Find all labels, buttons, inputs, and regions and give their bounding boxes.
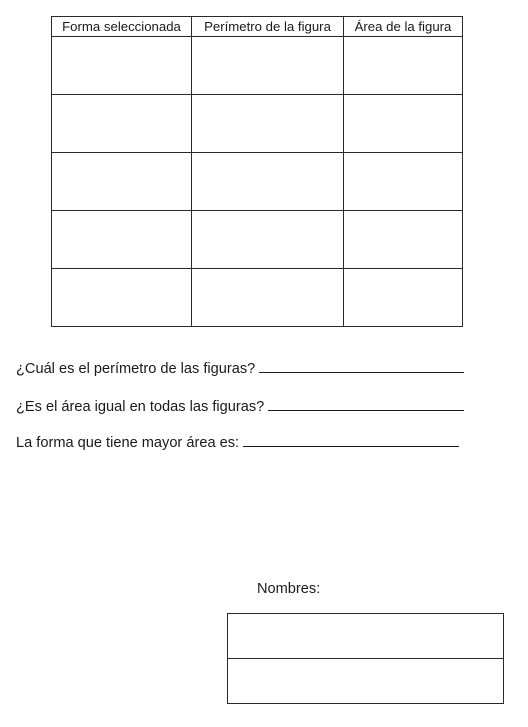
cell-shape[interactable] — [52, 95, 192, 153]
shapes-table — [51, 16, 463, 327]
answer-line-largest-area[interactable] — [243, 434, 459, 447]
cell-perimeter[interactable] — [192, 153, 344, 211]
table-row — [52, 95, 463, 153]
names-table — [227, 613, 504, 704]
cell-area[interactable] — [344, 211, 463, 269]
table-row — [52, 153, 463, 211]
table-row — [228, 659, 504, 704]
answer-line-equal-area[interactable] — [268, 398, 464, 411]
cell-area[interactable] — [344, 95, 463, 153]
question-largest-area-text: La forma que tiene mayor área es: — [16, 435, 240, 451]
cell-shape[interactable] — [52, 269, 192, 327]
cell-perimeter[interactable] — [192, 95, 344, 153]
cell-shape[interactable] — [52, 211, 192, 269]
cell-area[interactable] — [344, 269, 463, 327]
table-row — [52, 269, 463, 327]
header-selected-shape: Forma seleccionada — [52, 17, 192, 37]
cell-shape[interactable] — [52, 37, 192, 95]
header-figure-perimeter: Perímetro de la figura — [192, 17, 344, 37]
question-perimeter-text: ¿Cuál es el perímetro de las figuras? — [16, 361, 256, 377]
question-perimeter — [16, 360, 464, 378]
header-figure-area: Área de la figura — [344, 17, 463, 37]
names-label: Nombres: — [257, 581, 321, 597]
table-row — [52, 211, 463, 269]
question-equal-area — [16, 398, 464, 416]
cell-shape[interactable] — [52, 153, 192, 211]
name-cell[interactable] — [228, 614, 504, 659]
cell-area[interactable] — [344, 37, 463, 95]
table-header-row — [52, 17, 463, 37]
cell-perimeter[interactable] — [192, 269, 344, 327]
question-equal-area-text: ¿Es el área igual en todas las figuras? — [16, 399, 265, 415]
cell-area[interactable] — [344, 153, 463, 211]
question-largest-area — [16, 434, 459, 452]
cell-perimeter[interactable] — [192, 211, 344, 269]
cell-perimeter[interactable] — [192, 37, 344, 95]
table-row — [52, 37, 463, 95]
table-row — [228, 614, 504, 659]
answer-line-perimeter[interactable] — [259, 360, 464, 373]
name-cell[interactable] — [228, 659, 504, 704]
